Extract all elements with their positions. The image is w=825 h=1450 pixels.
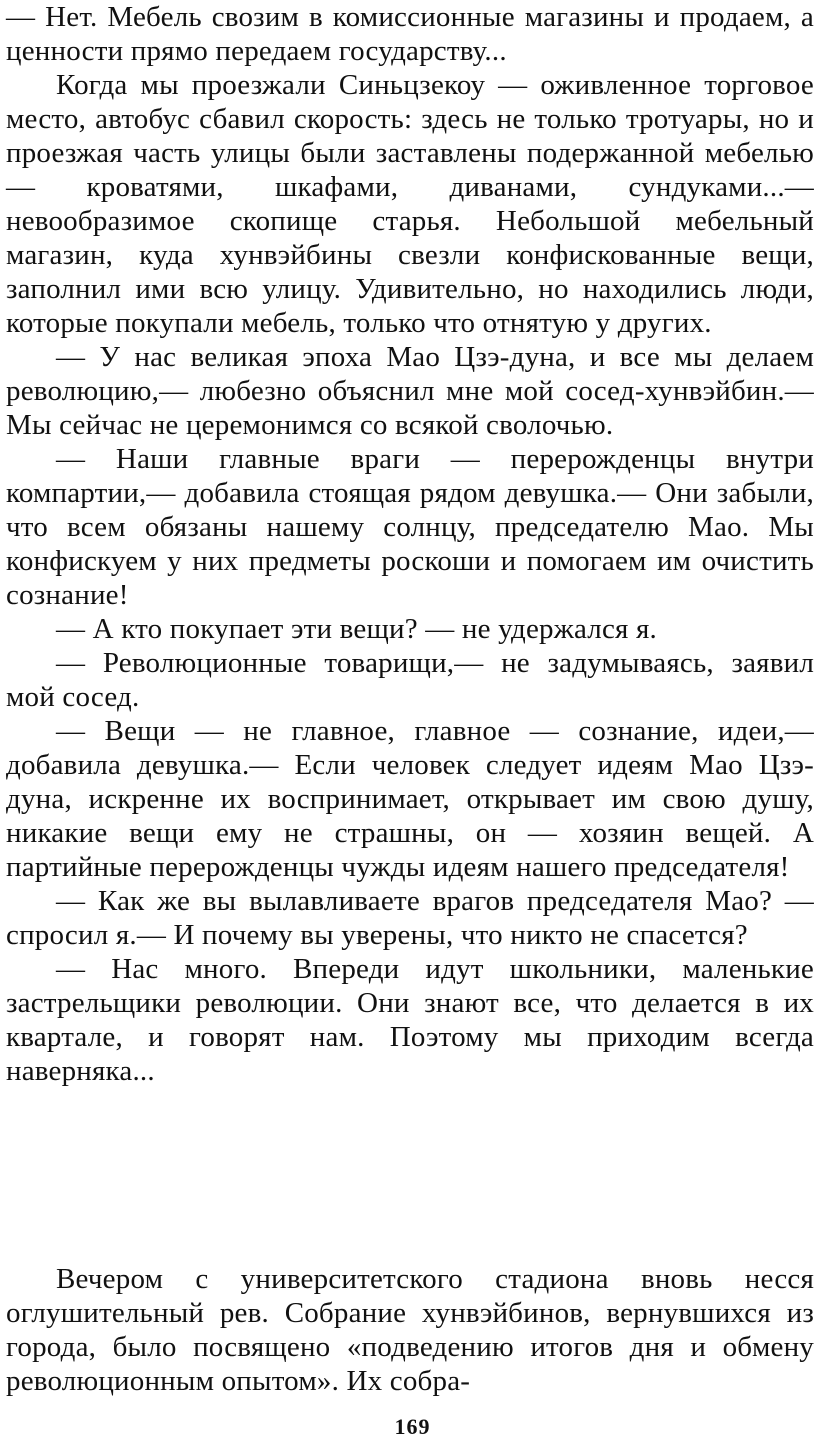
dialogue-paragraph: — Нас много. Впереди идут школьники, маленькие застрельщики революции. Они знают все, что делается в их квартале, и говорят нам. Поэтому мы приходим всегда наверняка...: [6, 953, 814, 1087]
paragraph: Вечером с университетского стадиона вновь несся оглушительный рев. Собрание хунвэйбинов, вернувшихся из города, было посвящено «подведению итогов дня и обмену революционным опытом». Их собра-: [6, 1263, 814, 1397]
dialogue-paragraph: — А кто покупает эти вещи? — не удержался я.: [56, 613, 658, 645]
dialogue-paragraph: — Революционные товарищи,— не задумываясь, заявил мой сосед.: [6, 647, 814, 713]
dialogue-paragraph: — Наши главные враги — перерожденцы внутри компартии,— добавила стоящая рядом девушка.— Они забыли, что всем обязаны нашему солнцу, председателю Мао. Мы конфискуем у них предметы роскоши и помогаем им очистить сознание!: [6, 443, 814, 611]
main-text: [6, 0, 814, 1088]
dialogue-paragraph: — Как же вы вылавливаете врагов председателя Мао? — спросил я.— И почему вы уверены, что никто не спасется?: [6, 885, 814, 951]
paragraph: Когда мы проезжали Синьцзекоу — оживленное торговое место, автобус сбавил скорость: здесь не только тротуары, но и проезжая часть улицы были заставлены подержанной мебелью — кроватями, шкафами, диванами, сундуками...— невообразимое скопище старья. Небольшой мебельный магазин, куда хунвэйбины свезли конфискованные вещи, заполнил ими всю улицу. Удивительно, но находились люди, которые покупали мебель, только что отнятую у других.: [6, 69, 814, 339]
section-text: [6, 1262, 814, 1398]
paragraph-continued: — Нет. Мебель свозим в комиссионные магазины и продаем, а ценности прямо передаем государству...: [6, 1, 814, 67]
dialogue-paragraph: — Вещи — не главное, главное — сознание, идеи,— добавила девушка.— Если человек следует идеям Мао Цзэ-дуна, искренне их воспринимает, открывает им свою душу, никакие вещи ему не страшны, он — хозяин вещей. А партийные перерожденцы чужды идеям нашего председателя!: [6, 715, 814, 883]
page-number: 169: [394, 1414, 431, 1439]
dialogue-paragraph: — У нас великая эпоха Мао Цзэ-дуна, и все мы делаем революцию,— любезно объяснил мне мой сосед-хунвэйбин.— Мы сейчас не церемонимся со всякой сволочью.: [6, 341, 814, 441]
